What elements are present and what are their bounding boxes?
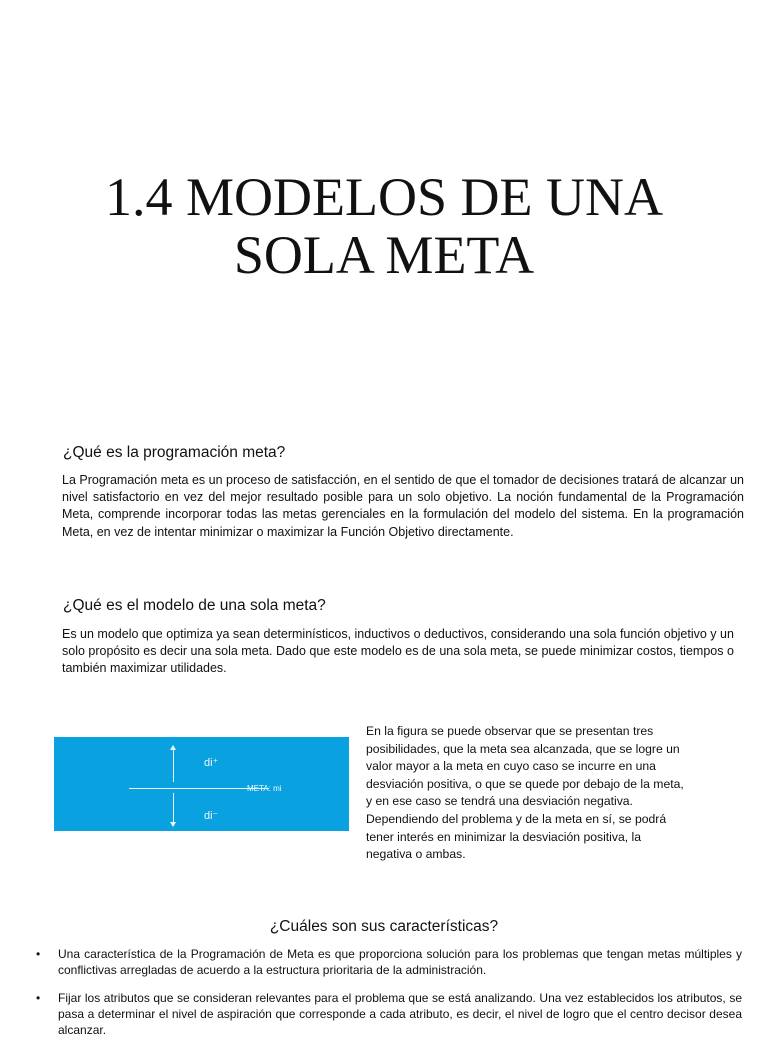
- bullet-icon: •: [36, 991, 41, 1005]
- bullet-icon: •: [36, 947, 41, 961]
- goal-deviation-figure: [54, 737, 349, 831]
- section-body-programacion-meta: La Programación meta es un proceso de satisfacción, en el sentido de que el tomador de decisiones tratará de alcanzar un nivel satisfactorio en vez del mejor resultado posible para un solo objetivo. La noción fundamental de la Programación Meta, comprende incorporar todas las metas gerenciales en la formulación del modelo del sistema. En la programación Meta, en vez de intentar minimizar o maximizar la Función Objetivo directamente.: [62, 473, 744, 539]
- section-heading-programacion-meta: ¿Qué es la programación meta?: [63, 444, 286, 461]
- list-item-text: Una característica de la Programación de Meta es que proporciona solución para los problemas que tengan metas múltiples y conflictivas arregladas de acuerdo a la estructura prioritaria de la administración.: [58, 947, 742, 977]
- list-item: [36, 990, 742, 1038]
- positive-deviation-label: di⁺: [204, 757, 219, 769]
- section-heading-modelo-sola-meta: ¿Qué es el modelo de una sola meta?: [63, 597, 326, 614]
- arrow-down-icon: [170, 822, 176, 827]
- negative-deviation-label: di⁻: [204, 810, 219, 822]
- page-title-line-2: SOLA META: [233, 225, 535, 285]
- page-title: [0, 168, 768, 284]
- page-title-line-1: 1.4 MODELOS DE UNA: [105, 167, 663, 227]
- goal-label: META: mi: [247, 784, 282, 793]
- positive-deviation-line: [173, 748, 174, 782]
- section-heading-caracteristicas: ¿Cuáles son sus características?: [269, 918, 499, 935]
- list-item-text: Fijar los atributos que se consideran relevantes para el problema que se está analizando. Una vez establecidos los atributos, se pasa a determinar el nivel de aspiración que corresponde a cada atributo, es decir, el nivel de logro que el centro decisor desea alcanzar.: [58, 991, 742, 1037]
- characteristics-list: [36, 946, 742, 1050]
- section-body-modelo-sola-meta: Es un modelo que optimiza ya sean determinísticos, inductivos o deductivos, considerando una sola función objetivo y un solo propósito es decir una sola meta. Dado que este modelo es de una sola meta, se puede minimizar costos, tiempos o también maximizar utilidades.: [62, 627, 734, 676]
- list-item: [36, 946, 742, 978]
- figure-description: En la figura se puede observar que se presentan tres posibilidades, que la meta sea alcanzada, que se logre un valor mayor a la meta en cuyo caso se incurre en una desviación positiva, o que se quede por debajo de la meta, y en ese caso se tendrá una desviación negativa. Dependiendo del problema y de la meta en sí, se podrá tener interés en minimizar la desviación positiva, la negativa o ambas.: [366, 724, 684, 862]
